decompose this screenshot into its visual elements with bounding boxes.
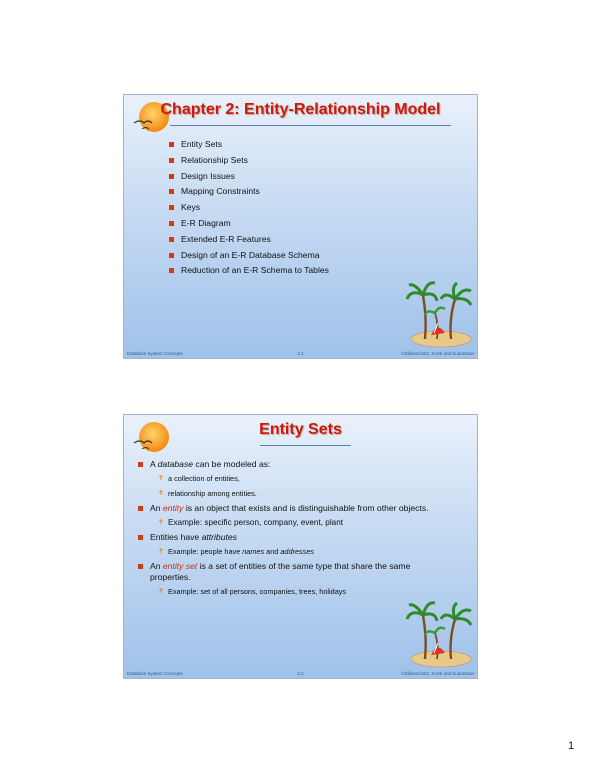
footer-copyright: ©Silberschatz, Korth and Sudarshan bbox=[401, 671, 474, 676]
bullet-icon bbox=[138, 506, 143, 511]
sub-bullet-icon: ✝ bbox=[158, 548, 164, 555]
sub-bullet-icon: ✝ bbox=[158, 475, 164, 482]
sub-list-item: ✝ Example: specific person, company, event, plant bbox=[158, 518, 344, 527]
bullet-icon bbox=[169, 237, 174, 242]
sub-list-item: ✝ Example: people have names and addresses bbox=[158, 547, 315, 556]
sub-list-item: ✝ a collection of entities, bbox=[158, 474, 240, 483]
bullet-icon bbox=[169, 189, 174, 194]
sub-list-item: ✝ relationship among entities. bbox=[158, 489, 257, 498]
sub-bullet-icon: ✝ bbox=[158, 519, 164, 526]
slide-2 bbox=[123, 414, 478, 679]
palm-island-icon bbox=[405, 593, 475, 668]
sub-bullet-icon: ✝ bbox=[158, 588, 164, 595]
bullet-icon bbox=[169, 253, 174, 258]
slide-1 bbox=[123, 94, 478, 359]
bullet-icon bbox=[138, 564, 143, 569]
footer-slide-number: 2.2 bbox=[297, 671, 304, 676]
sub-list-item: ✝ Example: set of all persons, companies, trees, holidays bbox=[158, 587, 347, 596]
title-divider bbox=[170, 125, 451, 126]
footer-book-title: Database System Concepts bbox=[127, 671, 183, 676]
bullet-icon bbox=[138, 535, 143, 540]
page-number: 1 bbox=[568, 740, 575, 752]
footer-slide-number: 2.1 bbox=[297, 351, 304, 356]
bullet-icon bbox=[169, 268, 174, 273]
list-item: Entities have attributes bbox=[138, 532, 448, 543]
footer-book-title: Database System Concepts bbox=[127, 351, 183, 356]
list-item: An entity set is a set of entities of the same type that share the same properties. bbox=[138, 561, 448, 583]
list-item: Extended E-R Features bbox=[169, 232, 329, 248]
bullet-icon bbox=[138, 462, 143, 467]
list-item: Relationship Sets bbox=[169, 153, 329, 169]
topic-list bbox=[169, 137, 329, 279]
list-item: E-R Diagram bbox=[169, 216, 329, 232]
title-divider bbox=[260, 445, 351, 446]
bullet-icon bbox=[169, 205, 174, 210]
list-item: Design of an E-R Database Schema bbox=[169, 248, 329, 264]
list-item: Design Issues bbox=[169, 169, 329, 185]
list-item: A database can be modeled as: bbox=[138, 459, 448, 470]
list-item: Reduction of an E-R Schema to Tables bbox=[169, 263, 329, 279]
list-item: An entity is an object that exists and is distinguishable from other objects. bbox=[138, 503, 448, 514]
slide-body bbox=[138, 459, 448, 601]
list-item: Entity Sets bbox=[169, 137, 329, 153]
slide-title: Chapter 2: Entity-Relationship Model bbox=[160, 101, 441, 118]
list-item: Keys bbox=[169, 200, 329, 216]
sub-bullet-icon: ✝ bbox=[158, 490, 164, 497]
bullet-icon bbox=[169, 221, 174, 226]
slide-title: Entity Sets bbox=[259, 421, 342, 438]
palm-island-icon bbox=[405, 273, 475, 348]
bullet-icon bbox=[169, 158, 174, 163]
list-item: Mapping Constraints bbox=[169, 184, 329, 200]
footer-copyright: ©Silberschatz, Korth and Sudarshan bbox=[401, 351, 474, 356]
bullet-icon bbox=[169, 142, 174, 147]
bullet-icon bbox=[169, 174, 174, 179]
